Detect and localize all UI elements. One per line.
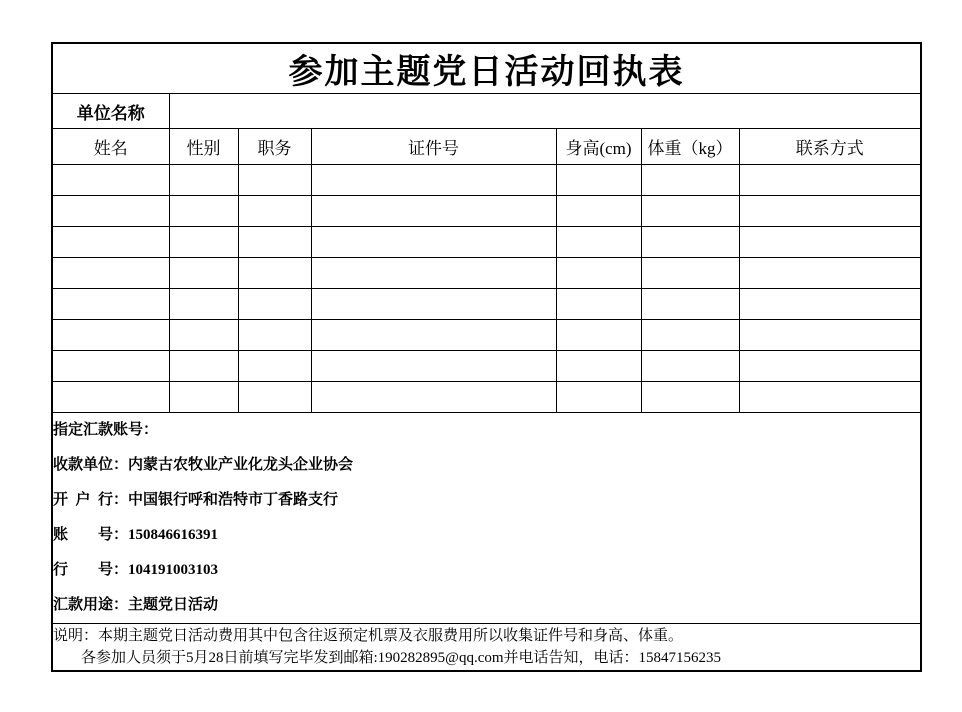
entry-cell[interactable] (739, 196, 921, 227)
entry-cell[interactable] (238, 196, 311, 227)
entry-cell[interactable] (556, 382, 641, 413)
entry-cell[interactable] (52, 289, 169, 320)
column-header-6: 体重（kg） (641, 129, 739, 165)
entry-cell[interactable] (311, 351, 556, 382)
notes-cell (52, 624, 921, 672)
entry-row (52, 258, 921, 289)
entry-cell[interactable] (556, 258, 641, 289)
entry-cell[interactable] (641, 351, 739, 382)
entry-cell[interactable] (238, 165, 311, 196)
reply-form-sheet (51, 42, 922, 672)
entry-cell[interactable] (739, 289, 921, 320)
column-header-7: 联系方式 (739, 129, 921, 165)
entry-cell[interactable] (169, 351, 238, 382)
entry-cell[interactable] (169, 196, 238, 227)
entry-cell[interactable] (52, 382, 169, 413)
entry-cell[interactable] (739, 165, 921, 196)
entry-cell[interactable] (52, 227, 169, 258)
unit-name-label: 单位名称 (52, 94, 169, 129)
entry-cell[interactable] (739, 382, 921, 413)
column-header-3: 职务 (238, 129, 311, 165)
entry-row (52, 196, 921, 227)
entry-cell[interactable] (238, 382, 311, 413)
reply-form-table (51, 42, 922, 672)
entry-cell[interactable] (238, 227, 311, 258)
column-header-2: 性别 (169, 129, 238, 165)
entry-cell[interactable] (556, 165, 641, 196)
entry-cell[interactable] (641, 196, 739, 227)
notes-row (52, 624, 921, 672)
entry-cell[interactable] (556, 196, 641, 227)
remittance-block (53, 413, 920, 623)
entry-cell[interactable] (556, 289, 641, 320)
entry-cell[interactable] (641, 382, 739, 413)
remittance-line-6: 汇款用途：主题党日活动 (53, 597, 219, 613)
entry-cell[interactable] (52, 196, 169, 227)
entry-cell[interactable] (739, 227, 921, 258)
entry-cell[interactable] (556, 320, 641, 351)
entry-cell[interactable] (238, 258, 311, 289)
entry-row (52, 320, 921, 351)
remittance-line-4: 账 号：150846616391 (53, 527, 219, 543)
entry-cell[interactable] (311, 196, 556, 227)
entry-cell[interactable] (641, 227, 739, 258)
entry-cell[interactable] (739, 320, 921, 351)
entry-cell[interactable] (52, 320, 169, 351)
entry-row (52, 382, 921, 413)
unit-name-value-field[interactable] (169, 94, 921, 129)
entry-cell[interactable] (311, 258, 556, 289)
remittance-line-2: 收款单位：内蒙古农牧业产业化龙头企业协会 (53, 457, 354, 473)
entry-cell[interactable] (169, 289, 238, 320)
remittance-line-3: 开 户 行：中国银行呼和浩特市丁香路支行 (53, 492, 339, 508)
title-row (52, 43, 921, 94)
entry-cell[interactable] (641, 258, 739, 289)
entry-cell[interactable] (311, 382, 556, 413)
entry-cell[interactable] (238, 289, 311, 320)
remittance-block-cell (52, 413, 921, 624)
entry-row (52, 165, 921, 196)
remittance-line-5: 行 号：104191003103 (53, 562, 219, 578)
notes-line-1: 说明：本期主题党日活动费用其中包含往返预定机票及衣服费用所以收集证件号和身高、体重。 (53, 628, 684, 644)
column-header-4: 证件号 (311, 129, 556, 165)
entry-cell[interactable] (238, 351, 311, 382)
column-header-5: 身高(cm) (556, 129, 641, 165)
notes-line-2: 各参加人员须于5月28日前填写完毕发到邮箱:190282895@qq.com并电话告知，电话：15847156235 (81, 650, 722, 666)
entry-cell[interactable] (739, 258, 921, 289)
entry-cell[interactable] (169, 382, 238, 413)
entry-cell[interactable] (169, 227, 238, 258)
column-header-row (52, 129, 921, 165)
entry-cell[interactable] (641, 289, 739, 320)
entry-row (52, 227, 921, 258)
form-title: 参加主题党日活动回执表 (52, 43, 921, 94)
entry-cell[interactable] (311, 320, 556, 351)
entry-row (52, 351, 921, 382)
remittance-row (52, 413, 921, 624)
entry-cell[interactable] (169, 320, 238, 351)
entry-cell[interactable] (311, 227, 556, 258)
column-header-1: 姓名 (52, 129, 169, 165)
remittance-line-1: 指定汇款账号： (53, 422, 159, 438)
unit-name-row (52, 94, 921, 129)
entry-cell[interactable] (556, 351, 641, 382)
entry-cell[interactable] (238, 320, 311, 351)
entry-cell[interactable] (52, 258, 169, 289)
entry-cell[interactable] (641, 320, 739, 351)
entry-cell[interactable] (311, 289, 556, 320)
entry-cell[interactable] (169, 258, 238, 289)
entry-row (52, 289, 921, 320)
entry-cell[interactable] (52, 165, 169, 196)
entry-cell[interactable] (641, 165, 739, 196)
entry-cell[interactable] (52, 351, 169, 382)
entry-cell[interactable] (311, 165, 556, 196)
entry-cell[interactable] (739, 351, 921, 382)
entry-cell[interactable] (169, 165, 238, 196)
entry-cell[interactable] (556, 227, 641, 258)
